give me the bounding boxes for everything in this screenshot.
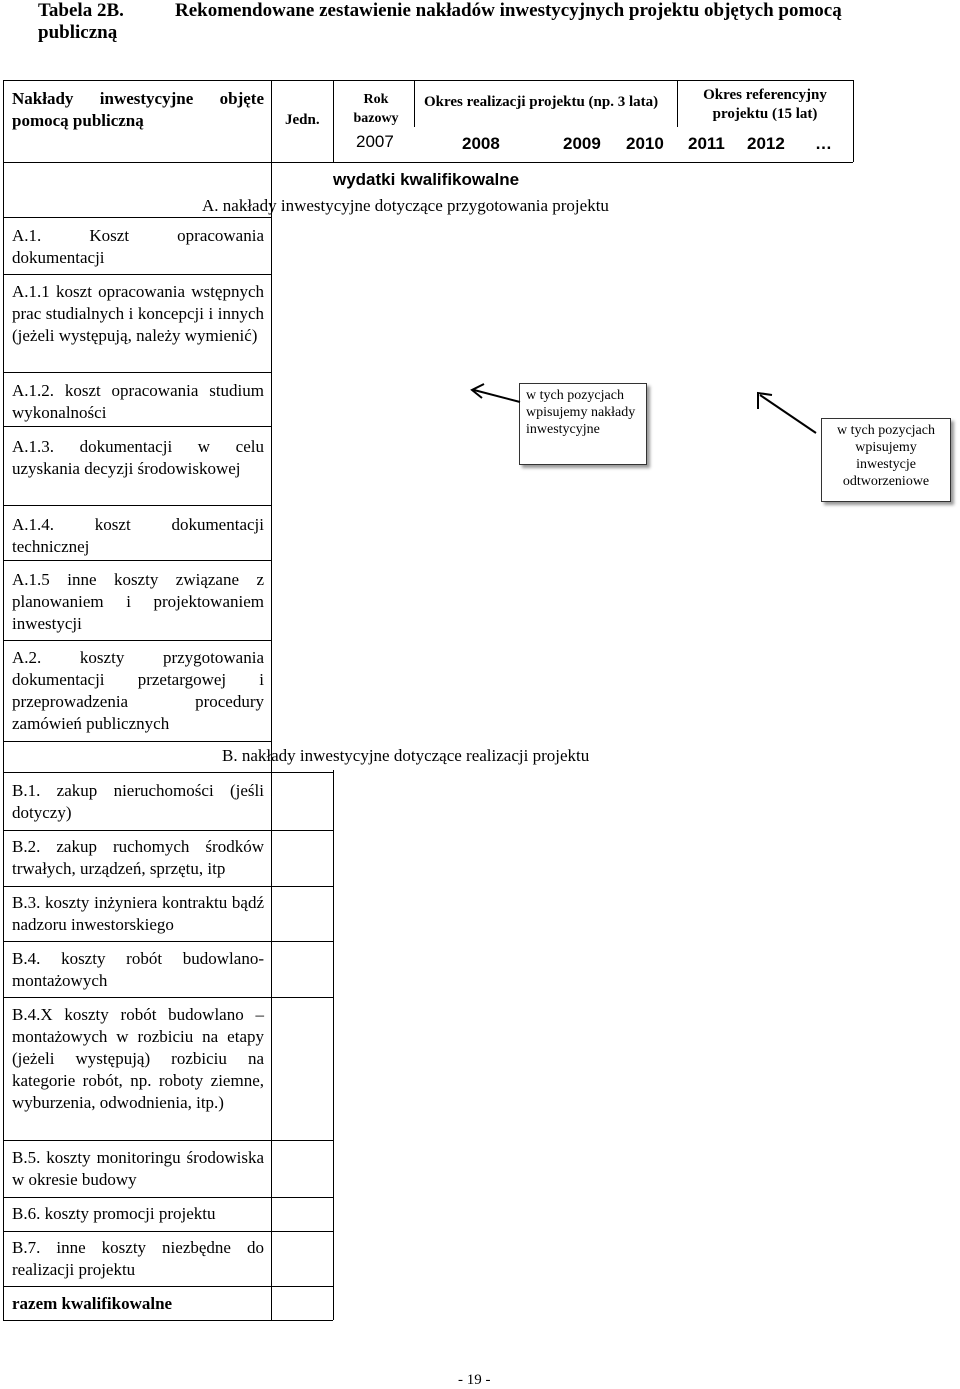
arrow-left-icon xyxy=(460,380,530,410)
header-base-year-label: Rok bazowy xyxy=(353,92,399,126)
row-b1: B.1. zakup nieruchomości (jeśli dotyczy) xyxy=(12,781,264,822)
year-2012: 2012 xyxy=(747,134,785,153)
row-a1-2: A.1.2. koszt opracowania studium wykonalności xyxy=(12,381,264,422)
page-number: - 19 - xyxy=(458,1372,491,1388)
callout-replacement: w tych pozycjach wpisujemy inwestycje odtworzeniowe xyxy=(821,418,951,502)
row-a1-1: A.1.1 koszt opracowania wstępnych prac studialnych i koncepcji i innych (jeżeli występują, należy wymienić) xyxy=(12,282,264,345)
header-cost-column: Nakłady inwestycyjne objęte pomocą publiczną xyxy=(12,89,264,130)
row-a1-3: A.1.3. dokumentacji w celu uzyskania decyzji środowiskowej xyxy=(12,437,264,478)
arrow-up-icon xyxy=(746,385,826,445)
row-b2: B.2. zakup ruchomych środków trwałych, urządzeń, sprzętu, itp xyxy=(12,837,264,878)
row-b7: B.7. inne koszty niezbędne do realizacji projektu xyxy=(12,1238,264,1279)
row-b4: B.4. koszty robót budowlano-montażowych xyxy=(12,949,264,990)
row-a1-5: A.1.5 inne koszty związane z planowaniem i projektowaniem inwestycji xyxy=(12,570,264,633)
header-period-label: Okres realizacji projektu (np. 3 lata) xyxy=(424,94,659,110)
row-b6: B.6. koszty promocji projektu xyxy=(12,1204,216,1223)
row-a1: A.1. Koszt opracowania dokumentacji xyxy=(12,226,264,267)
eligible-expenses-label: wydatki kwalifikowalne xyxy=(333,170,520,189)
year-ellipsis: … xyxy=(815,134,832,153)
table-title-continuation: publiczną xyxy=(38,22,118,43)
header-unit: Jedn. xyxy=(285,112,320,128)
year-2011: 2011 xyxy=(688,134,725,153)
section-b-heading: B. nakłady inwestycyjne dotyczące realizacji projektu xyxy=(222,746,590,765)
table-title: Rekomendowane zestawienie nakładów inwestycyjnych projektu objętych pomocą xyxy=(175,0,842,21)
row-b5: B.5. koszty monitoringu środowiska w okresie budowy xyxy=(12,1148,264,1189)
row-a1-4: A.1.4. koszt dokumentacji technicznej xyxy=(12,515,264,556)
row-total: razem kwalifikowalne xyxy=(12,1294,173,1313)
row-b3: B.3. koszty inżyniera kontraktu bądź nadzoru inwestorskiego xyxy=(12,893,264,934)
header-reference-label: Okres referencyjny projektu (15 lat) xyxy=(703,87,827,122)
row-a2: A.2. koszty przygotowania dokumentacji przetargowej i przeprowadzenia procedury zamówień publicznych xyxy=(12,648,264,733)
table-label: Tabela 2B. xyxy=(38,0,124,21)
row-b4x: B.4.X koszty robót budowlano – montażowych w rozbiciu na etapy (jeżeli występują) rozbiciu na kategorie robót, np. roboty ziemne, wyburzenia, odwodnienia, itp.) xyxy=(12,1005,264,1112)
year-2008: 2008 xyxy=(462,134,500,153)
section-a-heading: A. nakłady inwestycyjne dotyczące przygotowania projektu xyxy=(202,196,609,215)
year-2009: 2009 xyxy=(563,134,601,153)
year-2010: 2010 xyxy=(626,134,664,153)
header-base-year: 2007 xyxy=(356,132,394,151)
callout-investment: w tych pozycjach wpisujemy nakłady inwestycyjne xyxy=(519,383,647,465)
